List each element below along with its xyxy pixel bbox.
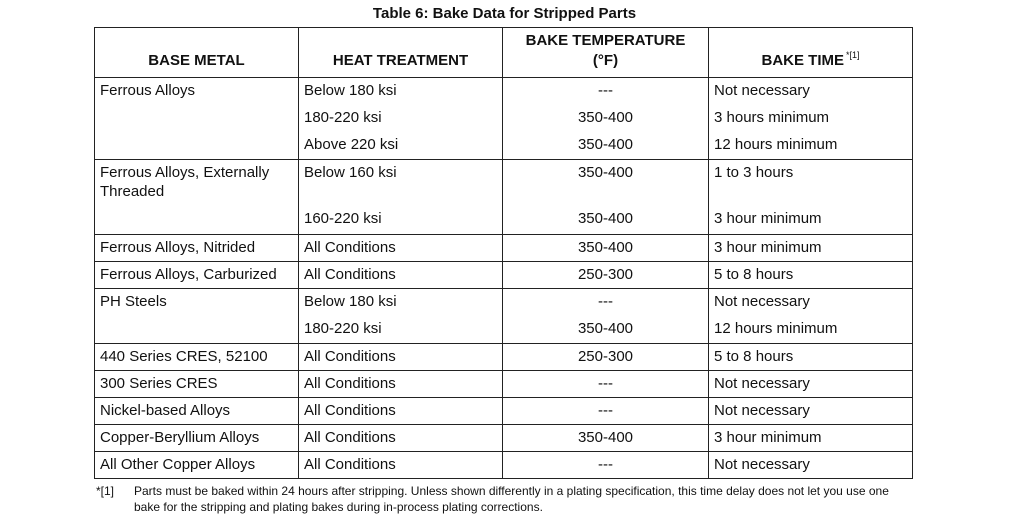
table-row (95, 425, 913, 452)
cell-base-metal: 440 Series CRES, 52100 (95, 344, 299, 371)
cell-bake-time: 3 hour minimum (709, 425, 913, 452)
cell-heat-treatment: All Conditions (299, 235, 503, 262)
cell-base-metal: Ferrous Alloys, Carburized (95, 262, 299, 289)
cell-base-metal: All Other Copper Alloys (95, 452, 299, 479)
cell-heat-treatment: Above 220 ksi (299, 132, 503, 160)
cell-heat-treatment: All Conditions (299, 262, 503, 289)
cell-bake-time: Not necessary (709, 289, 913, 316)
cell-base-metal (95, 316, 299, 344)
header-heat-treatment: HEAT TREATMENT (299, 28, 503, 78)
cell-base-metal (95, 105, 299, 132)
cell-bake-time: Not necessary (709, 398, 913, 425)
cell-bake-time: 1 to 3 hours (709, 160, 913, 206)
table-row (95, 78, 913, 105)
table-row (95, 371, 913, 398)
cell-base-metal: Ferrous Alloys, Nitrided (95, 235, 299, 262)
cell-bake-temp: 350-400 (503, 316, 709, 344)
cell-base-metal: Copper-Beryllium Alloys (95, 425, 299, 452)
header-row (95, 28, 913, 78)
table-row (95, 105, 913, 132)
cell-bake-time: 5 to 8 hours (709, 262, 913, 289)
cell-bake-time: 5 to 8 hours (709, 344, 913, 371)
table-row (95, 344, 913, 371)
cell-base-metal: Ferrous Alloys, Externally Threaded (95, 160, 299, 206)
cell-bake-temp: --- (503, 452, 709, 479)
header-bake-temperature (503, 28, 709, 78)
cell-base-metal: PH Steels (95, 289, 299, 316)
cell-heat-treatment: Below 160 ksi (299, 160, 503, 206)
footnote-ref: *[1] (845, 50, 860, 60)
cell-bake-temp: 250-300 (503, 344, 709, 371)
cell-base-metal: 300 Series CRES (95, 371, 299, 398)
cell-bake-time: 3 hour minimum (709, 235, 913, 262)
cell-heat-treatment: 160-220 ksi (299, 206, 503, 235)
table-row (95, 398, 913, 425)
table-row (95, 235, 913, 262)
header-bake-temperature-line1: BAKE TEMPERATURE (525, 32, 686, 49)
cell-bake-temp: 350-400 (503, 105, 709, 132)
cell-base-metal: Ferrous Alloys (95, 78, 299, 105)
table-title: Table 6: Bake Data for Stripped Parts (372, 5, 637, 22)
cell-base-metal (95, 206, 299, 235)
cell-bake-temp: 350-400 (503, 206, 709, 235)
table-row (95, 289, 913, 316)
cell-heat-treatment: All Conditions (299, 344, 503, 371)
cell-heat-treatment: All Conditions (299, 371, 503, 398)
cell-bake-temp: 350-400 (503, 235, 709, 262)
header-bake-time (709, 28, 913, 78)
footnote-text: Parts must be baked within 24 hours after stripping. Unless shown differently in a plating specification, this time delay does not let you use one bake for the stripping and plating bakes during in-process plating corrections. (134, 484, 889, 514)
header-bake-temperature-unit: (°F) (592, 52, 619, 69)
cell-bake-time: Not necessary (709, 452, 913, 479)
cell-heat-treatment: 180-220 ksi (299, 105, 503, 132)
header-base-metal: BASE METAL (95, 28, 299, 78)
table-row (95, 316, 913, 344)
table-row (95, 132, 913, 160)
cell-bake-temp: 350-400 (503, 132, 709, 160)
table-row (95, 262, 913, 289)
cell-heat-treatment: 180-220 ksi (299, 316, 503, 344)
cell-bake-temp: --- (503, 78, 709, 105)
table-row (95, 206, 913, 235)
cell-bake-time: 12 hours minimum (709, 316, 913, 344)
table-row (95, 160, 913, 206)
table-row (95, 452, 913, 479)
cell-bake-temp: --- (503, 371, 709, 398)
cell-heat-treatment: Below 180 ksi (299, 78, 503, 105)
cell-bake-temp: --- (503, 398, 709, 425)
cell-bake-temp: 350-400 (503, 425, 709, 452)
cell-heat-treatment: All Conditions (299, 452, 503, 479)
cell-heat-treatment: All Conditions (299, 398, 503, 425)
cell-bake-time: Not necessary (709, 371, 913, 398)
cell-bake-temp: --- (503, 289, 709, 316)
cell-bake-time: Not necessary (709, 78, 913, 105)
header-bake-time-label: BAKE TIME (761, 52, 844, 69)
cell-bake-temp: 350-400 (503, 160, 709, 206)
footnote-mark: *[1] (96, 484, 115, 498)
cell-heat-treatment: All Conditions (299, 425, 503, 452)
bake-data-table (94, 27, 913, 479)
cell-bake-time: 12 hours minimum (709, 132, 913, 160)
cell-heat-treatment: Below 180 ksi (299, 289, 503, 316)
cell-bake-time: 3 hours minimum (709, 105, 913, 132)
cell-base-metal: Nickel-based Alloys (95, 398, 299, 425)
cell-bake-time: 3 hour minimum (709, 206, 913, 235)
cell-base-metal (95, 132, 299, 160)
cell-bake-temp: 250-300 (503, 262, 709, 289)
footnote (96, 483, 916, 515)
